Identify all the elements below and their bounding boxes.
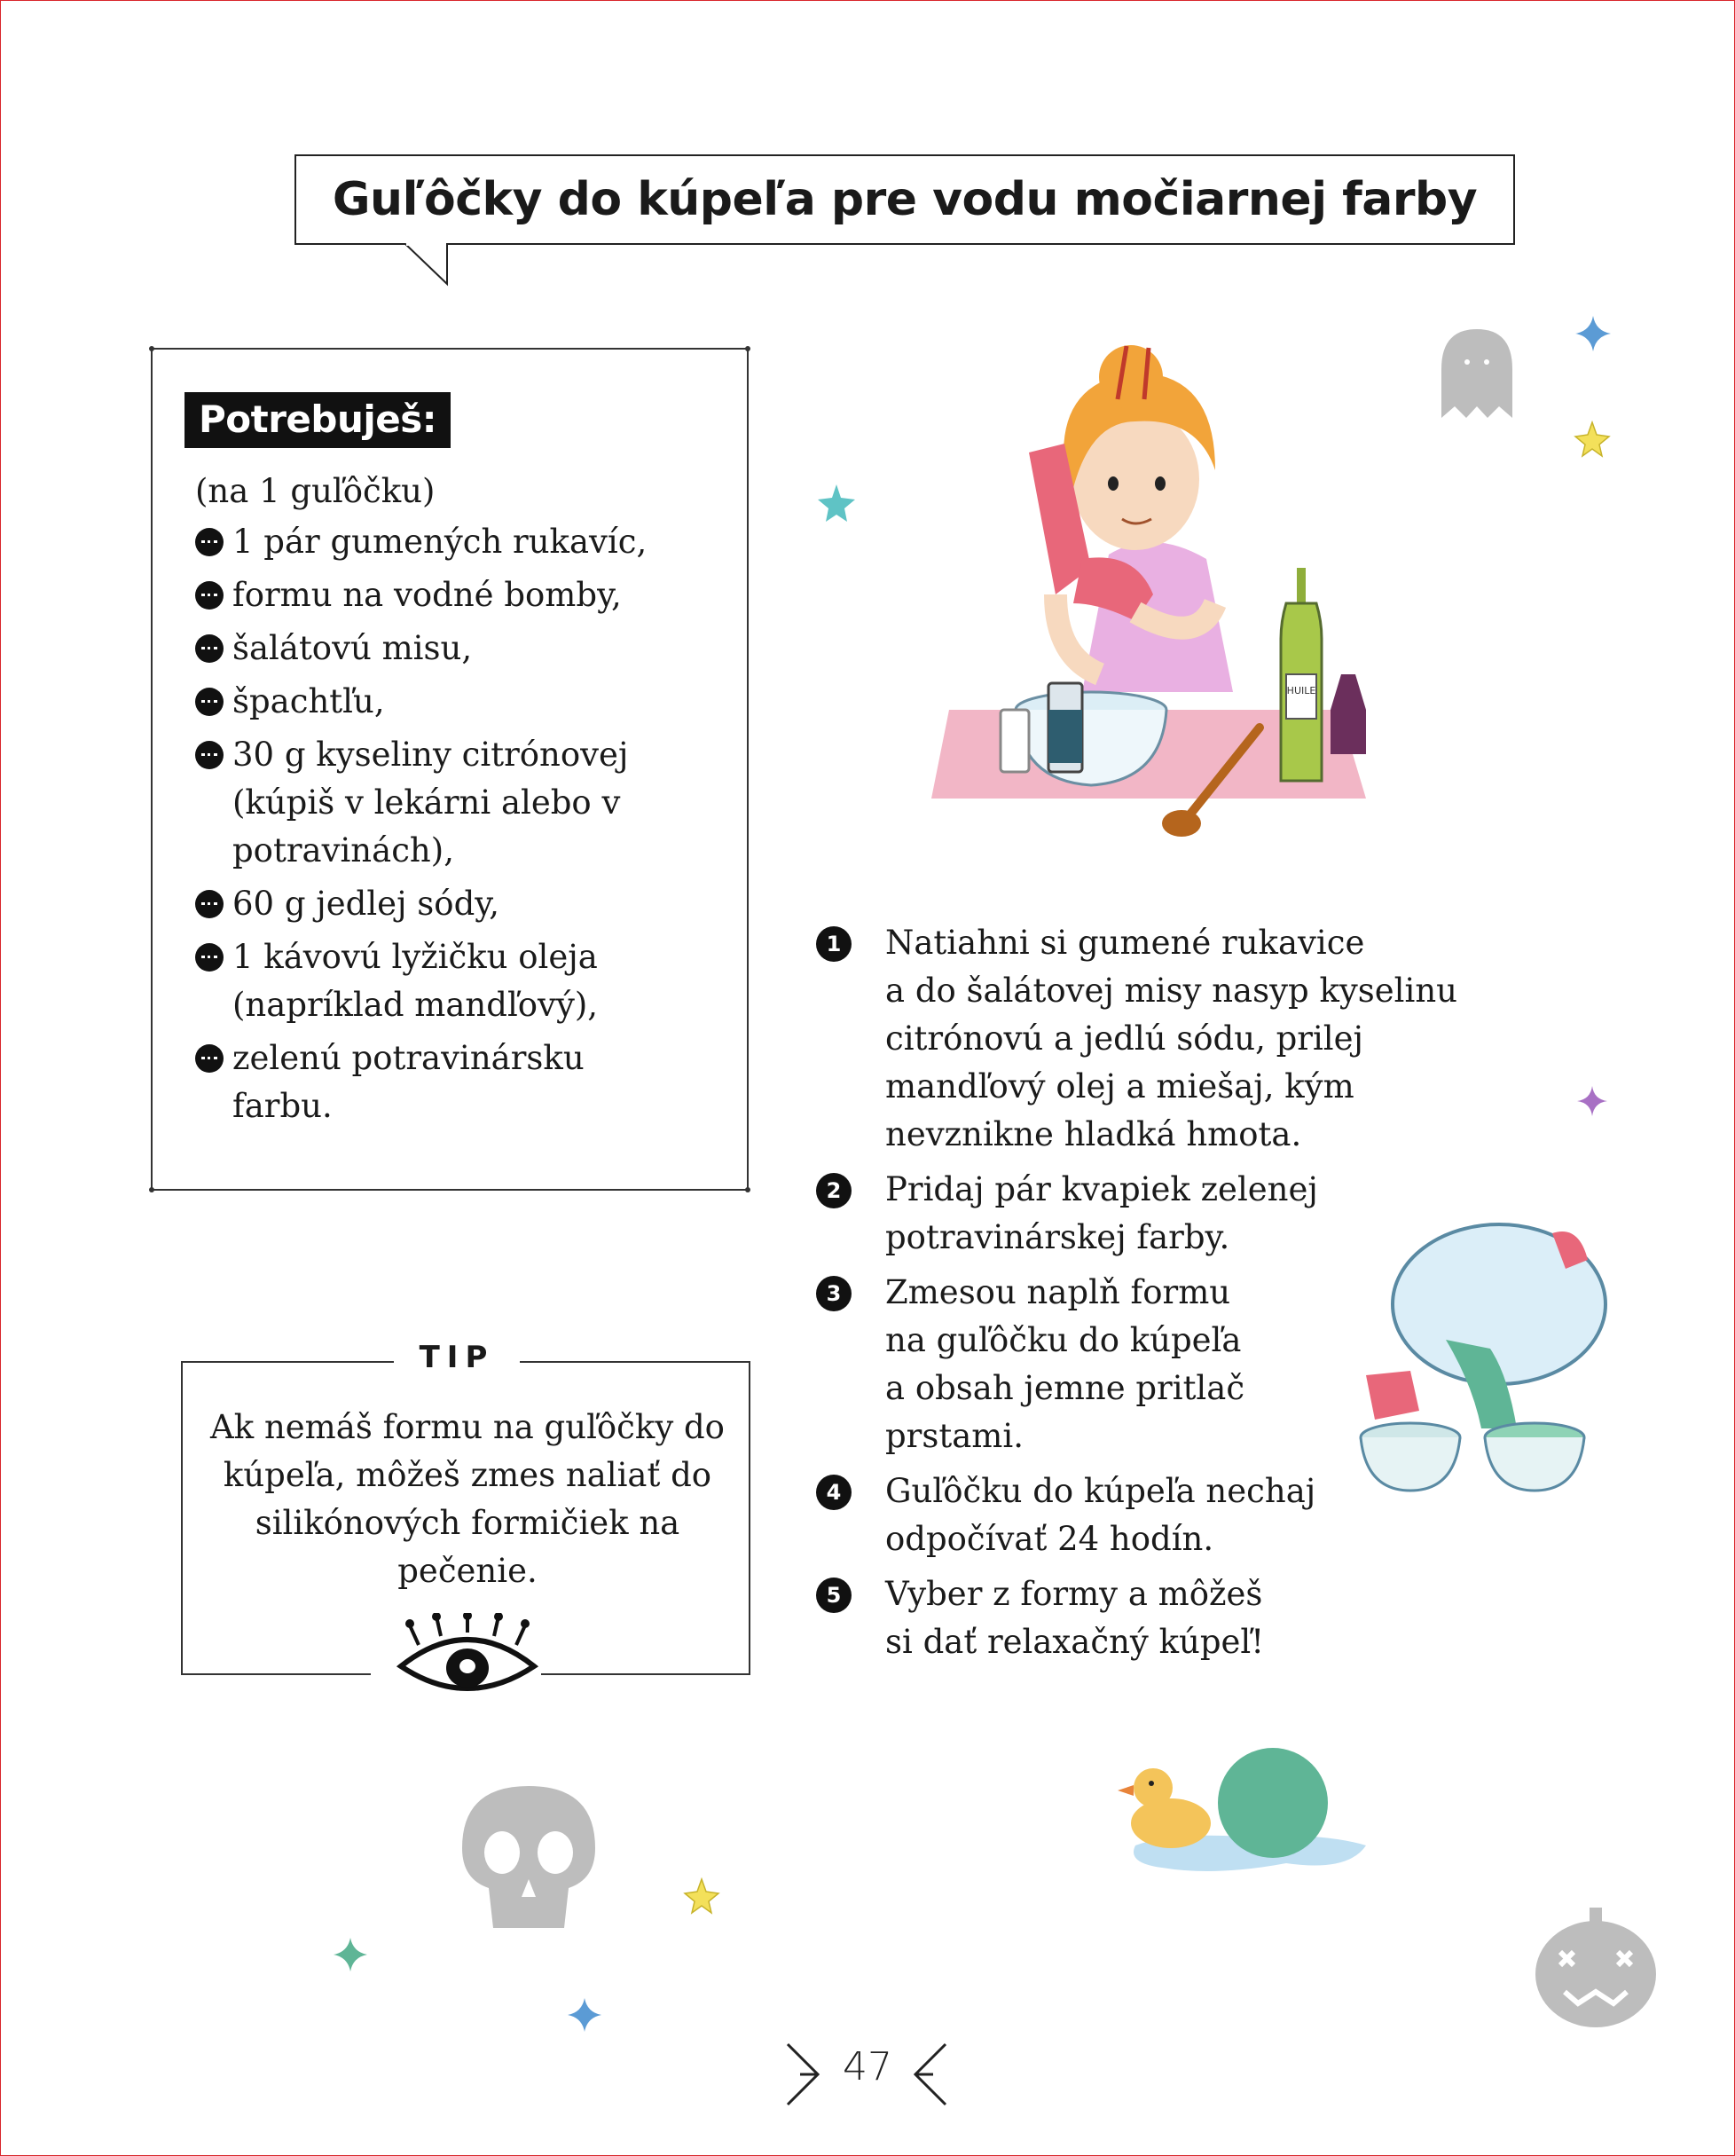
list-item: 60 g jedlej sódy, — [195, 880, 694, 928]
duck-icon — [1118, 1768, 1211, 1848]
title-bubble — [294, 154, 1515, 245]
list-item: šalátovú misu, — [195, 625, 694, 673]
step-number: 3 — [816, 1276, 852, 1311]
step-item: 3 Zmesou naplň formu na guľôčku do kúpeľa a obsah jemne pritlač prstami. — [816, 1269, 1490, 1460]
bullet-icon — [195, 741, 224, 769]
pumpkin-icon — [1529, 1899, 1662, 2032]
step-number: 2 — [816, 1173, 852, 1208]
corner-dot — [149, 346, 154, 351]
arrow-icon — [784, 2041, 823, 2108]
step-item: 1 Natiahni si gumené rukavice a do šalátovej misy nasyp kyselinu citrónovú a jedlú sódu, prilej mandľový olej a miešaj, kým nevznikne hladká hmota. — [816, 919, 1490, 1159]
tip-top-line — [520, 1361, 750, 1363]
list-item: 30 g kyseliny citrónovej (kúpiš v lekárni alebo v potravinách), — [195, 731, 694, 875]
ghost-icon — [1437, 325, 1517, 422]
sparkle-star-icon — [1574, 314, 1613, 353]
list-item: špachtľu, — [195, 678, 694, 726]
pouring-bowl-illustration — [1348, 1216, 1632, 1508]
step-number: 5 — [816, 1578, 852, 1613]
bullet-icon — [195, 528, 224, 556]
eye-icon — [392, 1613, 543, 1693]
duck-bathball-illustration — [1109, 1748, 1375, 1881]
step-number: 4 — [816, 1475, 852, 1510]
needs-heading: Potrebuješ: — [184, 392, 451, 448]
sparkle-star-icon — [566, 1996, 603, 2034]
tip-label: TIP — [419, 1340, 495, 1375]
arrow-icon — [910, 2041, 949, 2108]
needs-list — [195, 518, 694, 1136]
list-item: zelenú potravinársku farbu. — [195, 1035, 694, 1130]
sparkle-star-icon — [816, 483, 857, 523]
bullet-icon — [195, 1044, 224, 1073]
needs-box — [151, 348, 749, 1191]
page-number: 47 — [843, 2044, 892, 2089]
list-item: 1 kávovú lyžičku oleja (napríklad mandľový), — [195, 933, 694, 1029]
step-number: 1 — [816, 926, 852, 962]
bullet-icon — [195, 581, 224, 610]
corner-dot — [149, 1187, 154, 1192]
step-item: 2 Pridaj pár kvapiek zelenej potravinárskej farby. — [816, 1166, 1490, 1262]
speech-bubble-tail — [403, 243, 456, 287]
step-item: 4 Guľôčku do kúpeľa nechaj odpočívať 24 hodín. — [816, 1467, 1490, 1563]
bullet-icon — [195, 943, 224, 972]
needs-intro: (na 1 guľôčku) — [195, 472, 436, 510]
tip-bottom-line — [181, 1673, 371, 1675]
bottle-label: HUILE — [1286, 685, 1316, 696]
bullet-icon — [195, 688, 224, 716]
bullet-icon — [195, 634, 224, 663]
bullet-icon — [195, 890, 224, 918]
corner-dot — [745, 346, 750, 351]
tip-top-line — [181, 1361, 394, 1363]
list-item: formu na vodné bomby, — [195, 571, 694, 619]
tip-bottom-line — [541, 1673, 750, 1675]
skull-icon — [458, 1782, 600, 1932]
sparkle-star-icon — [683, 1877, 720, 1915]
tip-text: Ak nemáš formu na guľôčky do kúpeľa, môžeš zmes naliať do silikónových formičiek na pečenie. — [210, 1408, 725, 1590]
list-item: 1 pár gumených rukavíc, — [195, 518, 694, 566]
sparkle-star-icon — [1574, 421, 1611, 458]
sparkle-star-icon — [1575, 1084, 1609, 1118]
corner-dot — [745, 1187, 750, 1192]
sparkle-star-icon — [332, 1936, 369, 1973]
girl-mixing-illustration — [922, 337, 1384, 843]
page-title: Guľôčky do kúpeľa pre vodu močiarnej farby — [332, 173, 1478, 226]
step-item: 5 Vyber z formy a môžeš si dať relaxačný kúpeľ! — [816, 1570, 1490, 1666]
